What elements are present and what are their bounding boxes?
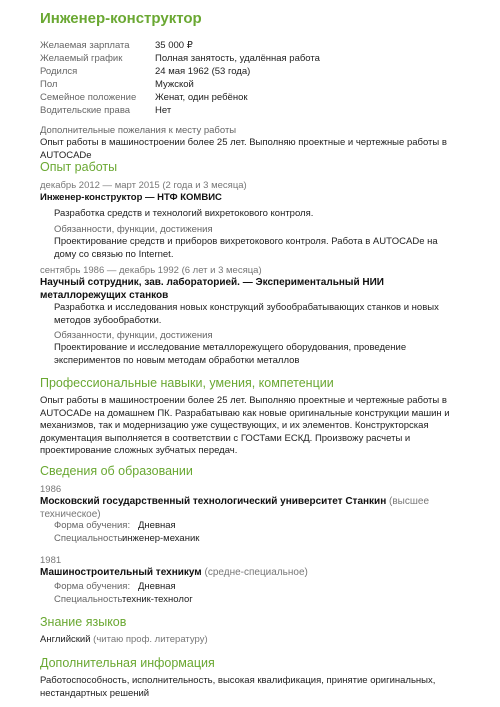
- education-form-label: Форма обучения:: [54, 581, 131, 592]
- info-label-schedule: Желаемый график: [40, 53, 123, 64]
- job-summary: Разработка средств и технологий вихретокового контроля.: [54, 208, 314, 219]
- wishes-text: Опыт работы в машиностроении более 25 лет. Выполняю проектные и чертежные работы в AUTOCADе: [40, 137, 447, 161]
- info-value-gender: Мужской: [155, 79, 194, 90]
- job-duties-label: Обязанности, функции, достижения: [54, 330, 213, 341]
- info-label-license: Водительские права: [40, 105, 131, 116]
- info-value-born: 24 мая 1962 (53 года): [155, 66, 251, 77]
- info-label-born: Родился: [40, 66, 78, 77]
- education-spec-label: Специальность:: [54, 594, 126, 605]
- page-title: Инженер-конструктор: [40, 10, 202, 27]
- info-label-gender: Пол: [40, 79, 58, 90]
- experience-heading: Опыт работы: [40, 160, 118, 174]
- languages-heading: Знание языков: [40, 615, 127, 629]
- language-entry: [40, 634, 208, 645]
- job-summary: Разработка и исследования новых конструкций зубообрабатывающих станков и новых методов зубообработки.: [54, 302, 439, 326]
- info-label-salary: Желаемая зарплата: [40, 40, 130, 51]
- education-spec: техник-технолог: [122, 594, 193, 605]
- language-name: Английский: [40, 634, 91, 645]
- education-heading: Сведения об образовании: [40, 464, 193, 478]
- education-institution: Машиностроительный техникум: [40, 567, 202, 578]
- education-year: 1981: [40, 555, 62, 566]
- job-duties: Проектирование и исследование металлорежущего оборудования, проведение экспериментов по новым методам обработки металлов: [54, 342, 407, 366]
- info-value-family: Женат, один ребёнок: [155, 92, 248, 103]
- education-form: Дневная: [138, 520, 176, 531]
- job-duties-label: Обязанности, функции, достижения: [54, 224, 213, 235]
- info-value-license: Нет: [155, 105, 172, 116]
- education-entry: [40, 496, 445, 521]
- skills-text: Опыт работы в машиностроении более 25 лет. Выполняю проектные и чертежные работы в AUTOCADе на домашнем ПК. Разрабатываю как новые оригинальные конструкции машин и механизмов, так и модернизацию уже существующих, и их элементов. Конструкторская документация выполняется в соответствии с ГОСТами ЕСКД. Произвожу расчеты и проектирование сложных зубчатых передач.: [40, 395, 450, 456]
- education-form-label: Форма обучения:: [54, 520, 131, 531]
- education-level: (высшее техническое): [40, 496, 430, 520]
- info-value-schedule: Полная занятость, удалённая работа: [155, 53, 320, 64]
- job-duties: Проектирование средств и приборов вихретокового контроля. Работа в AUTOCADе на дому со связью по Internet.: [54, 236, 438, 260]
- language-level: (читаю проф. литературу): [93, 634, 208, 645]
- additional-heading: Дополнительная информация: [40, 656, 215, 670]
- info-value-salary: 35 000 ₽: [155, 40, 193, 51]
- info-label-family: Семейное положение: [40, 92, 137, 103]
- education-form: Дневная: [138, 581, 176, 592]
- skills-heading: Профессиональные навыки, умения, компетенции: [40, 376, 334, 390]
- job-period: сентябрь 1986 — декабрь 1992 (6 лет и 3 месяца): [40, 265, 262, 276]
- education-spec-label: Специальность:: [54, 533, 126, 544]
- wishes-label: Дополнительные пожелания к месту работы: [40, 125, 237, 136]
- education-year: 1986: [40, 484, 62, 495]
- education-level: (средне-специальное): [204, 567, 308, 578]
- education-spec: инженер-механик: [122, 533, 200, 544]
- job-position: Научный сотрудник, зав. лабораторией. — Экспериментальный НИИ металлорежущих станков: [40, 277, 384, 301]
- job-period: декабрь 2012 — март 2015 (2 года и 3 месяца): [40, 180, 247, 191]
- additional-text: Работоспособность, исполнительность, высокая квалификация, принятие оригинальных, нестандартных решений: [40, 675, 436, 699]
- education-entry: [40, 567, 308, 578]
- education-institution: Московский государственный технологический университет Станкин: [40, 496, 387, 507]
- job-position: Инженер-конструктор — НТФ КОМВИС: [40, 192, 222, 203]
